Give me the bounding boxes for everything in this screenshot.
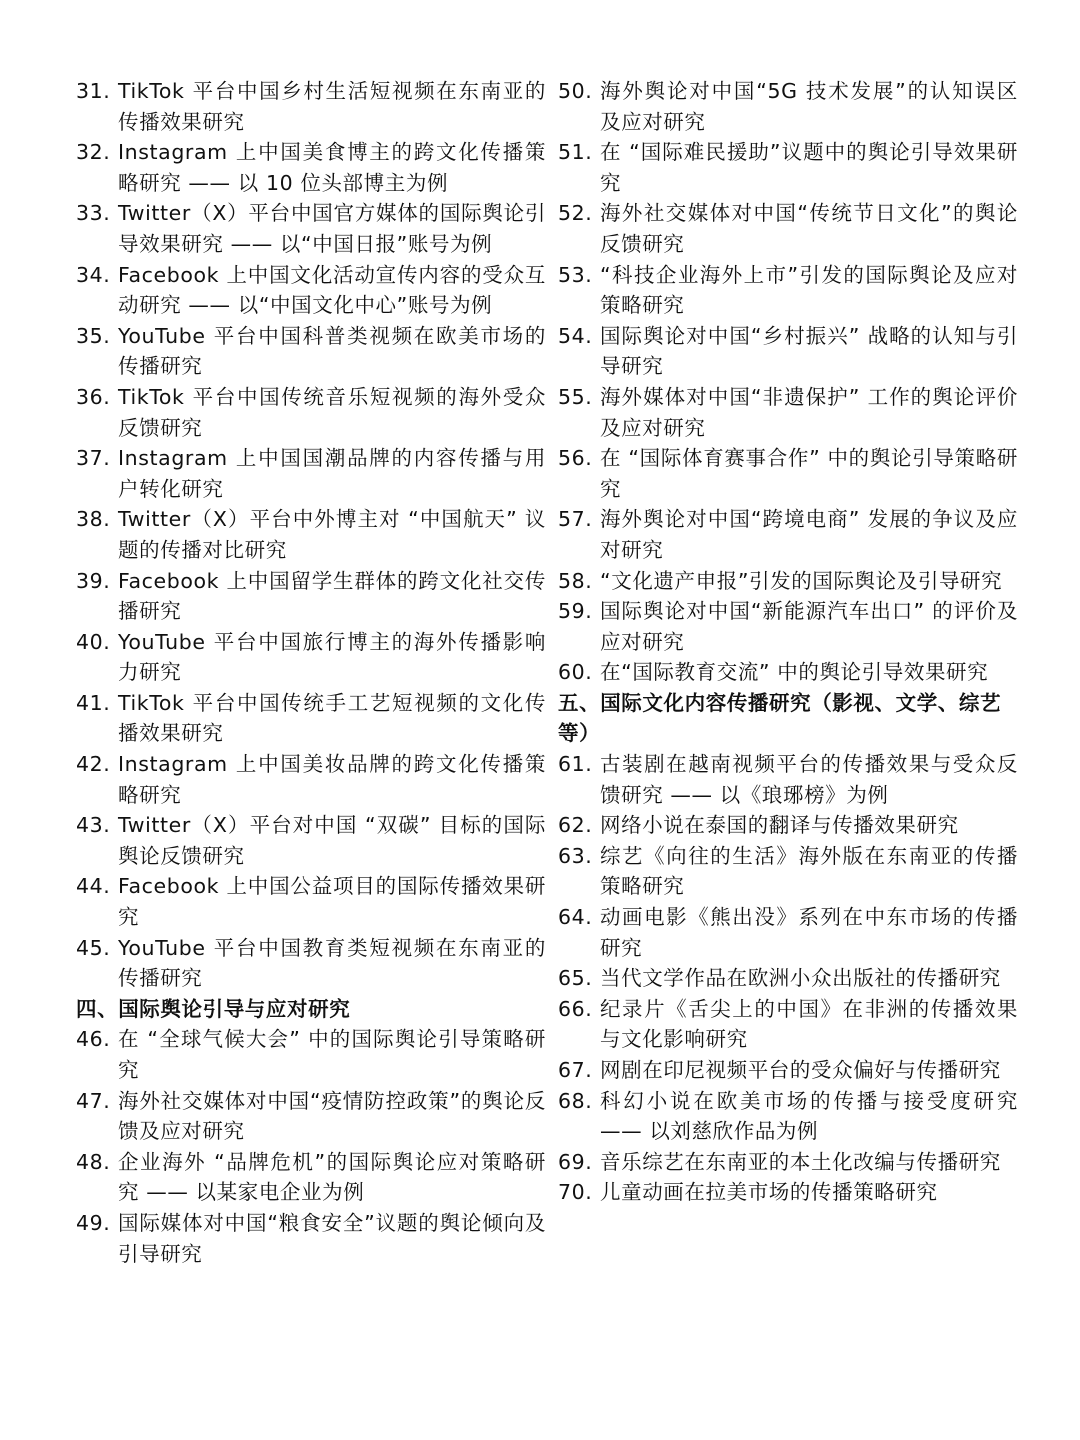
- item-text: 科幻小说在欧美市场的传播与接受度研究 —— 以刘慈欣作品为例: [600, 1088, 1018, 1144]
- item-text: 网络小说在泰国的翻译与传播效果研究: [600, 813, 959, 838]
- item-text: YouTube 平台中国科普类视频在欧美市场的传播研究: [118, 323, 546, 379]
- list-item: [558, 566, 1018, 597]
- item-text: 当代文学作品在欧洲小众出版社的传播研究: [600, 966, 1001, 991]
- list-item: [76, 1024, 546, 1085]
- item-text: 海外社交媒体对中国“疫情防控政策”的舆论反馈及应对研究: [118, 1088, 546, 1144]
- item-number: 67.: [558, 1058, 593, 1082]
- item-text: 在 “全球气候大会” 中的国际舆论引导策略研究: [118, 1027, 546, 1082]
- item-number: 33.: [76, 201, 111, 226]
- item-number: 70.: [558, 1180, 593, 1205]
- item-number: 53.: [558, 262, 593, 287]
- item-text: Twitter（X）平台中外博主对 “中国航天” 议题的传播对比研究: [118, 507, 546, 562]
- item-number: 45.: [76, 935, 111, 960]
- list-item: [76, 137, 546, 198]
- item-text: “文化遗产申报”引发的国际舆论及引导研究: [600, 568, 1003, 593]
- item-number: 40.: [76, 629, 111, 654]
- list-item: [76, 749, 546, 810]
- item-text: Twitter（X）平台对中国 “双碳” 目标的国际舆论反馈研究: [118, 813, 546, 868]
- item-text: 网剧在印尼视频平台的受众偏好与传播研究: [600, 1058, 1001, 1082]
- item-number: 59.: [558, 599, 593, 624]
- item-text: 海外媒体对中国“非遗保护” 工作的舆论评价及应对研究: [600, 384, 1018, 440]
- item-number: 55.: [558, 384, 593, 409]
- item-number: 60.: [558, 660, 593, 685]
- item-number: 39.: [76, 568, 111, 593]
- item-text: Facebook 上中国公益项目的国际传播效果研究: [118, 874, 546, 930]
- list-item: [558, 1055, 1018, 1086]
- list-item: [558, 902, 1018, 963]
- right-column: [558, 76, 1018, 1208]
- item-number: 57.: [558, 507, 593, 532]
- list-item: [76, 688, 546, 749]
- item-number: 48.: [76, 1149, 111, 1174]
- item-number: 36.: [76, 384, 111, 409]
- item-text: TikTok 平台中国乡村生活短视频在东南亚的传播效果研究: [118, 79, 546, 134]
- item-text: Instagram 上中国美妆品牌的跨文化传播策略研究: [118, 752, 546, 807]
- item-number: 65.: [558, 966, 593, 991]
- list-item: [558, 321, 1018, 382]
- list-item: [76, 504, 546, 565]
- item-text: 纪录片《舌尖上的中国》在非洲的传播效果与文化影响研究: [600, 996, 1018, 1052]
- list-item: [558, 596, 1018, 657]
- item-number: 56.: [558, 446, 593, 471]
- item-text: 企业海外 “品牌危机”的国际舆论应对策略研究 —— 以某家电企业为例: [118, 1149, 546, 1205]
- list-item: [558, 810, 1018, 841]
- item-number: 62.: [558, 813, 593, 838]
- item-number: 68.: [558, 1088, 593, 1113]
- item-text: 古装剧在越南视频平台的传播效果与受众反馈研究 —— 以《琅琊榜》为例: [600, 752, 1018, 807]
- list-item: [76, 871, 546, 932]
- item-number: 58.: [558, 568, 593, 593]
- list-item: [76, 1086, 546, 1147]
- item-text: 儿童动画在拉美市场的传播策略研究: [600, 1180, 938, 1205]
- item-number: 49.: [76, 1210, 111, 1235]
- list-item: [76, 198, 546, 259]
- list-item: [558, 260, 1018, 321]
- item-number: 51.: [558, 140, 593, 165]
- list-item: [76, 933, 546, 994]
- item-number: 64.: [558, 905, 593, 930]
- section-heading: 四、国际舆论引导与应对研究: [76, 996, 351, 1021]
- item-text: “科技企业海外上市”引发的国际舆论及应对策略研究: [600, 262, 1018, 318]
- item-text: 在 “国际体育赛事合作” 中的舆论引导策略研究: [600, 446, 1018, 501]
- item-text: 国际舆论对中国“新能源汽车出口” 的评价及应对研究: [600, 599, 1018, 654]
- item-text: TikTok 平台中国传统音乐短视频的海外受众反馈研究: [118, 384, 546, 440]
- item-number: 61.: [558, 752, 593, 777]
- left-column: [76, 76, 546, 1269]
- item-number: 50.: [558, 79, 593, 103]
- item-text: 海外舆论对中国“5G 技术发展”的认知误区及应对研究: [600, 79, 1018, 134]
- item-number: 43.: [76, 813, 111, 838]
- item-text: Instagram 上中国美食博主的跨文化传播策略研究 —— 以 10 位头部博主为例: [118, 140, 546, 195]
- list-item: [558, 137, 1018, 198]
- item-text: 音乐综艺在东南亚的本土化改编与传播研究: [600, 1149, 1001, 1174]
- list-item: [76, 443, 546, 504]
- list-item: [558, 841, 1018, 902]
- list-item: [558, 76, 1018, 137]
- item-text: 动画电影《熊出没》系列在中东市场的传播研究: [600, 905, 1018, 960]
- list-item: [76, 260, 546, 321]
- item-text: Twitter（X）平台中国官方媒体的国际舆论引导效果研究 —— 以“中国日报”账号为例: [118, 201, 546, 256]
- item-number: 66.: [558, 996, 593, 1021]
- item-number: 52.: [558, 201, 593, 226]
- list-item: [558, 1086, 1018, 1147]
- list-item: [558, 963, 1018, 994]
- list-item: [558, 504, 1018, 565]
- item-number: 47.: [76, 1088, 111, 1113]
- list-item: [558, 382, 1018, 443]
- list-item: [558, 1147, 1018, 1178]
- item-number: 38.: [76, 507, 111, 532]
- list-item: [76, 382, 546, 443]
- list-item: [76, 1208, 546, 1269]
- section-heading: 五、国际文化内容传播研究（影视、文学、综艺等）: [558, 690, 1002, 746]
- list-item: [558, 657, 1018, 688]
- item-text: YouTube 平台中国旅行博主的海外传播影响力研究: [118, 629, 546, 685]
- item-number: 31.: [76, 79, 111, 103]
- item-text: Instagram 上中国国潮品牌的内容传播与用户转化研究: [118, 446, 546, 501]
- item-text: Facebook 上中国留学生群体的跨文化社交传播研究: [118, 568, 546, 624]
- item-text: 国际媒体对中国“粮食安全”议题的舆论倾向及引导研究: [118, 1210, 546, 1266]
- item-number: 41.: [76, 690, 111, 715]
- list-item: [76, 76, 546, 137]
- item-text: 综艺《向往的生活》海外版在东南亚的传播策略研究: [600, 843, 1018, 899]
- list-item: [76, 1147, 546, 1208]
- item-text: 在“国际教育交流” 中的舆论引导效果研究: [600, 660, 989, 685]
- item-number: 54.: [558, 323, 593, 348]
- list-item: [76, 321, 546, 382]
- item-number: 32.: [76, 140, 111, 165]
- item-text: YouTube 平台中国教育类短视频在东南亚的传播研究: [118, 935, 546, 991]
- item-number: 46.: [76, 1027, 111, 1052]
- list-item: [558, 198, 1018, 259]
- item-number: 37.: [76, 446, 111, 471]
- list-item: [558, 749, 1018, 810]
- item-number: 69.: [558, 1149, 593, 1174]
- list-item: [76, 810, 546, 871]
- item-text: 在 “国际难民援助”议题中的舆论引导效果研究: [600, 140, 1018, 195]
- item-number: 63.: [558, 843, 593, 868]
- item-text: Facebook 上中国文化活动宣传内容的受众互动研究 —— 以“中国文化中心”账号为例: [118, 262, 546, 318]
- item-text: 海外社交媒体对中国“传统节日文化”的舆论反馈研究: [600, 201, 1018, 256]
- item-text: TikTok 平台中国传统手工艺短视频的文化传播效果研究: [118, 690, 546, 746]
- list-item: [76, 627, 546, 688]
- item-number: 35.: [76, 323, 111, 348]
- list-item: [558, 994, 1018, 1055]
- item-number: 42.: [76, 752, 111, 777]
- item-text: 海外舆论对中国“跨境电商” 发展的争议及应对研究: [600, 507, 1018, 562]
- list-item: [76, 566, 546, 627]
- list-item: [558, 1177, 1018, 1208]
- item-text: 国际舆论对中国“乡村振兴” 战略的认知与引导研究: [600, 323, 1018, 379]
- item-number: 44.: [76, 874, 111, 899]
- list-item: [558, 443, 1018, 504]
- item-number: 34.: [76, 262, 111, 287]
